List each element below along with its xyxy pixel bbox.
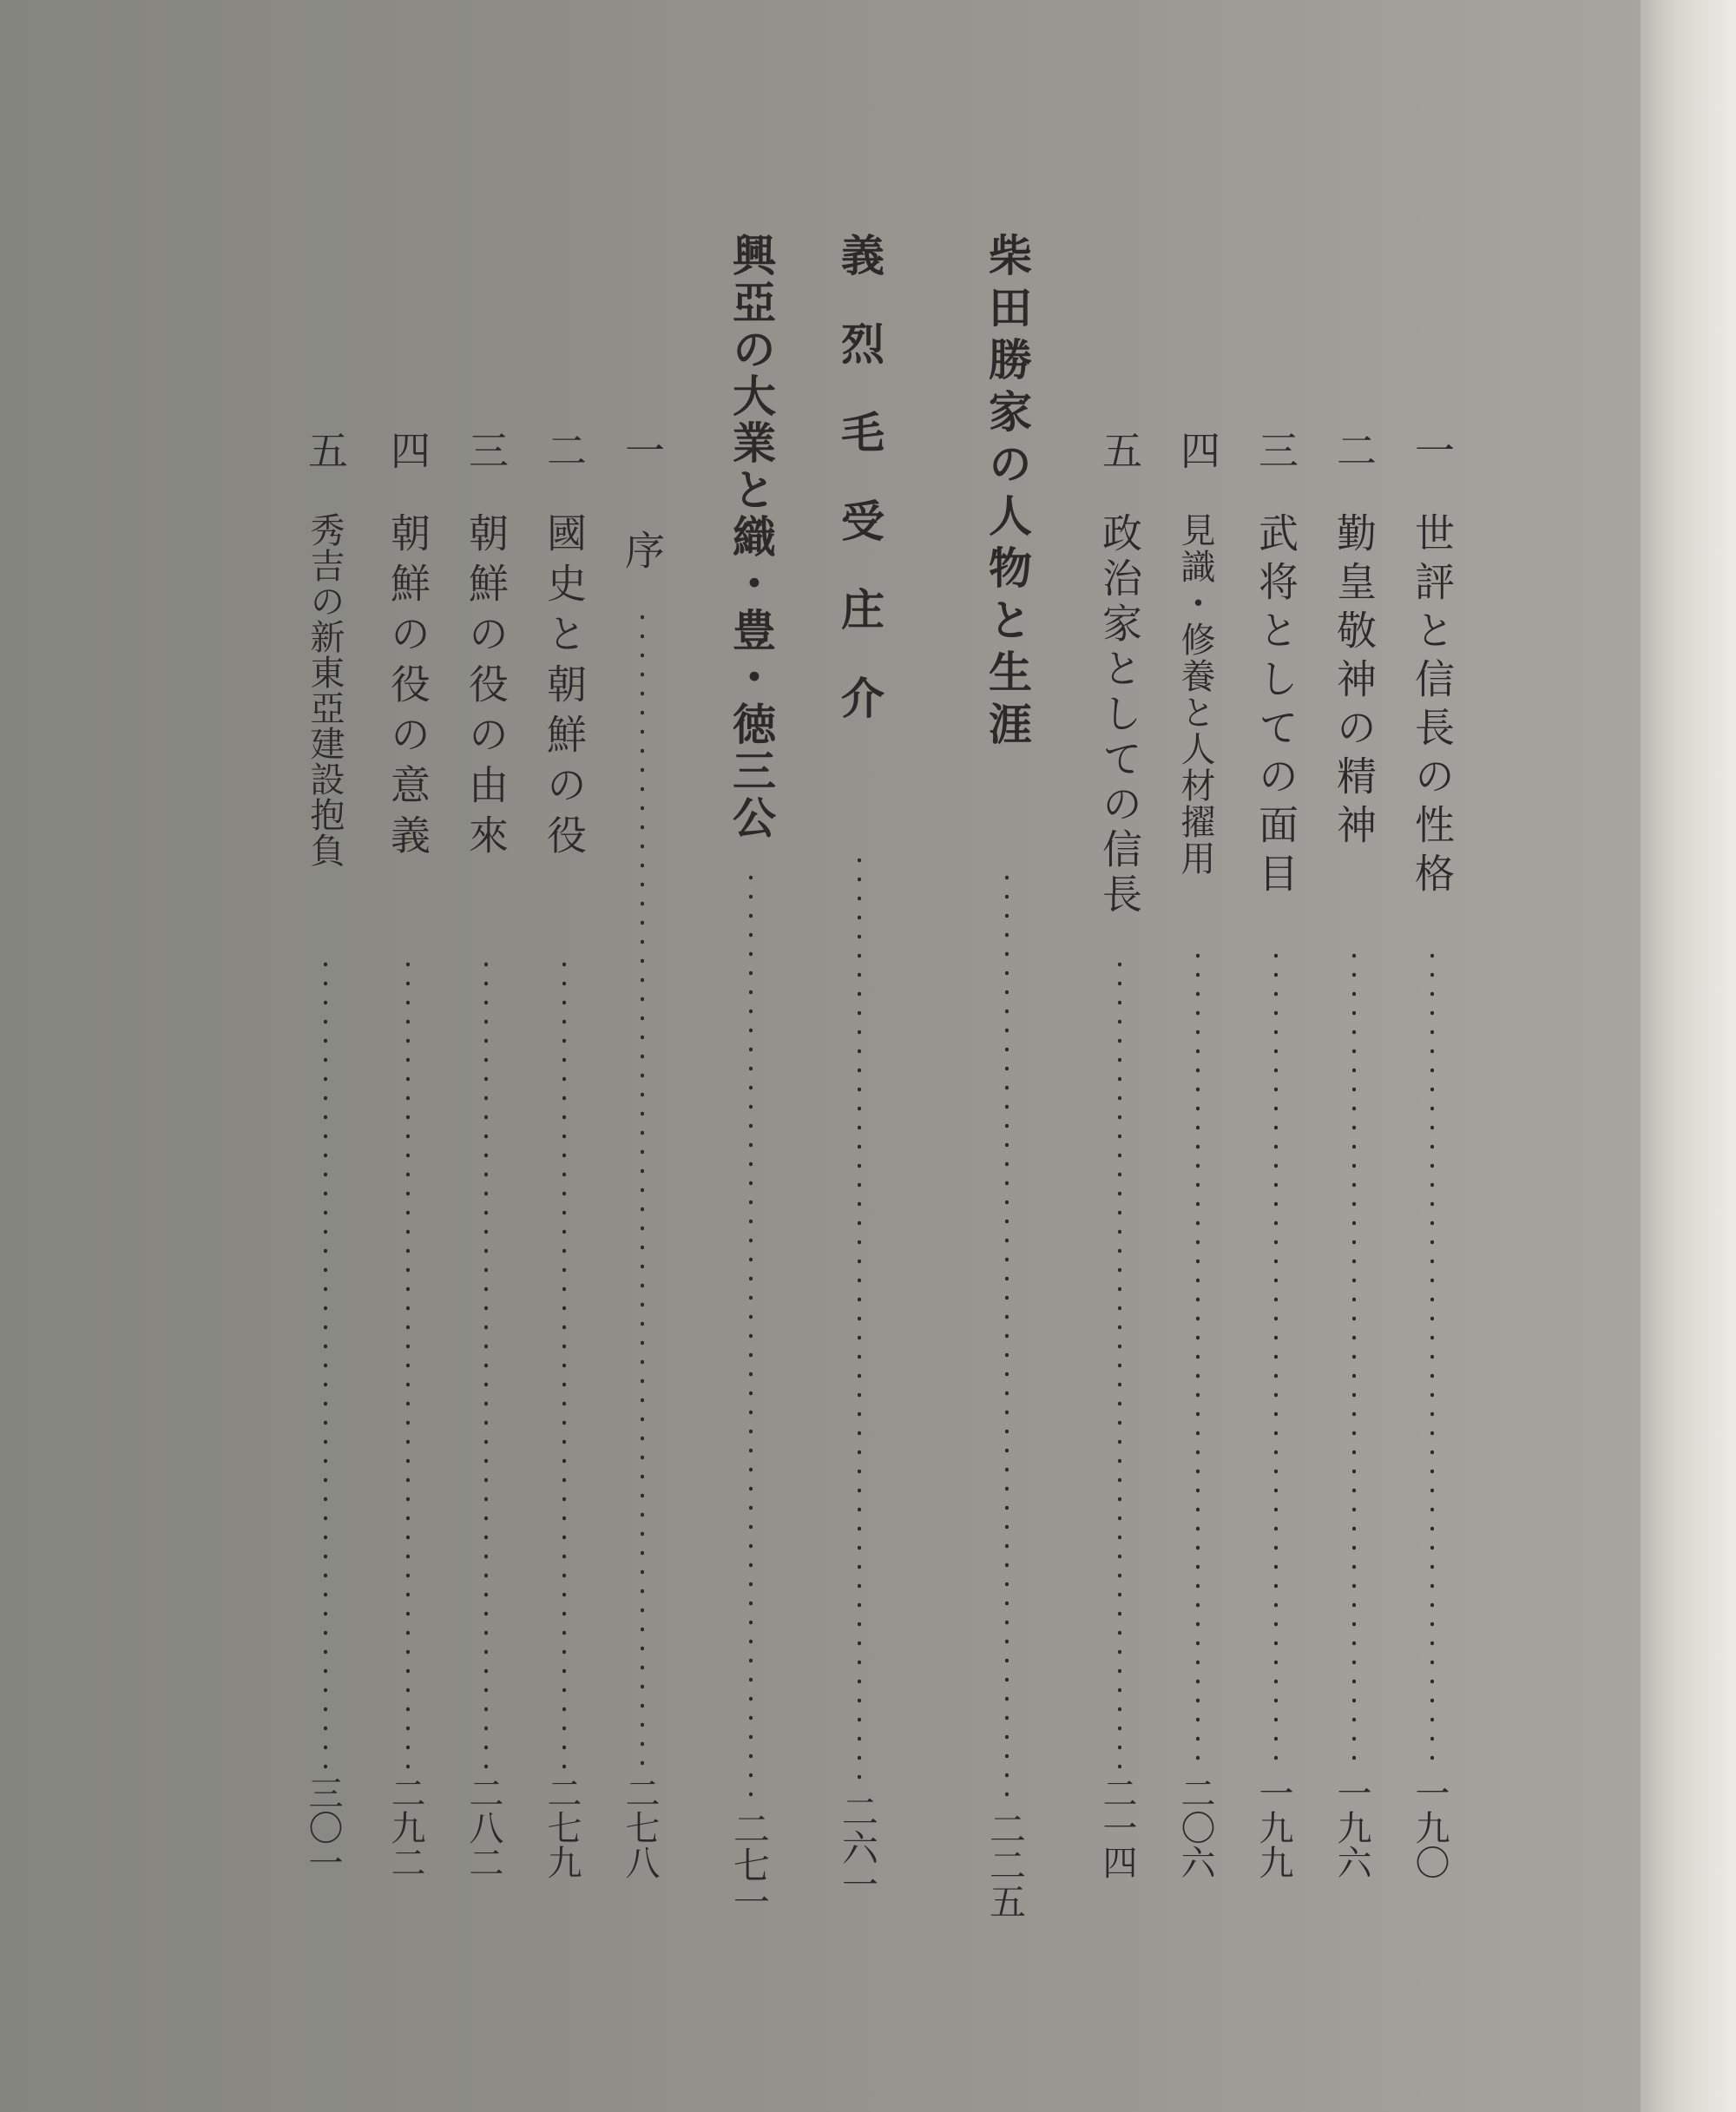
toc-entry-title: 政治家としての信長: [1096, 512, 1143, 918]
toc-entry-page: 一九〇: [1410, 1775, 1450, 1879]
toc-section-title: 義烈毛受庄介: [834, 233, 885, 764]
toc-entry-number: 二: [541, 430, 588, 478]
toc-entry-page: 二九二: [385, 1775, 425, 1879]
toc-section-page: 二二五: [984, 1810, 1027, 1919]
toc-entry-title: 世評と信長の性格: [1409, 512, 1456, 901]
toc-entry-number: 五: [302, 430, 349, 478]
toc-section: [976, 0, 1037, 2112]
toc-entry-title: 武将としての面目: [1253, 512, 1299, 901]
toc-section-page: 二七一: [728, 1810, 771, 1919]
toc-section-title: 興亞の大業と織・豊・徳三公: [726, 233, 777, 842]
toc-entry-number: 三: [1253, 430, 1299, 478]
toc-section-page: 二六一: [837, 1793, 879, 1902]
toc-entry-page: 一九九: [1253, 1775, 1293, 1879]
dot-leader: [484, 955, 488, 1771]
toc-entry-number: 四: [385, 430, 431, 478]
toc-entry: [1167, 0, 1228, 2112]
toc-entry-title: 秀吉の新東亞建設抱負: [305, 512, 345, 868]
dot-leader: [641, 608, 644, 1771]
toc-entry-page: 三〇一: [303, 1775, 343, 1879]
toc-entry-title: 勤皇敬神の精神: [1331, 512, 1378, 852]
dot-leader: [562, 955, 566, 1771]
toc-entry: [295, 0, 356, 2112]
dot-leader: [1352, 946, 1356, 1771]
toc-entry-page: 二七九: [542, 1775, 582, 1879]
dot-leader: [1274, 946, 1278, 1771]
toc-entry-number: 五: [1096, 430, 1143, 478]
toc-entry: [378, 0, 438, 2112]
toc-entry-number: 一: [619, 430, 666, 478]
toc-entry: [456, 0, 516, 2112]
toc-section: [829, 0, 890, 2112]
toc-entry: [612, 0, 673, 2112]
toc-entry-page: 二七八: [620, 1775, 660, 1879]
dot-leader: [1005, 868, 1009, 1806]
toc-entry-page: 二〇六: [1175, 1775, 1215, 1879]
dot-leader: [324, 955, 327, 1771]
toc-entry-number: 一: [1409, 430, 1456, 478]
toc-section-title: 柴田勝家の人物と生涯: [982, 233, 1033, 753]
toc-entry-number: 二: [1331, 430, 1378, 478]
dot-leader: [858, 851, 861, 1788]
toc-entry: [1324, 0, 1384, 2112]
toc-entry-title: 朝鮮の役の意義: [385, 512, 431, 865]
toc-entry-page: 二八二: [464, 1775, 503, 1879]
dot-leader: [1196, 946, 1200, 1771]
toc-entry-number: 四: [1174, 430, 1221, 478]
toc-entry-title: 見識・修養と人材擢用: [1175, 512, 1215, 877]
toc-entry-title: 國史と朝鮮の役: [541, 512, 588, 865]
toc-entry: [534, 0, 595, 2112]
toc-section: [720, 0, 781, 2112]
toc-entry: [1246, 0, 1306, 2112]
dot-leader: [749, 868, 753, 1806]
toc-entry: [1402, 0, 1463, 2112]
toc-entry-page: 一九六: [1332, 1775, 1371, 1879]
dot-leader: [1118, 955, 1121, 1771]
toc-entry-number: 三: [463, 430, 510, 478]
toc-entry-title: 序: [619, 530, 666, 578]
dot-leader: [1430, 946, 1434, 1771]
dot-leader: [406, 955, 410, 1771]
toc-entry: [1089, 0, 1150, 2112]
toc-entry-title: 朝鮮の役の由來: [463, 512, 510, 865]
toc-entry-page: 二一四: [1097, 1775, 1137, 1879]
next-page-edge: [1641, 0, 1736, 2112]
